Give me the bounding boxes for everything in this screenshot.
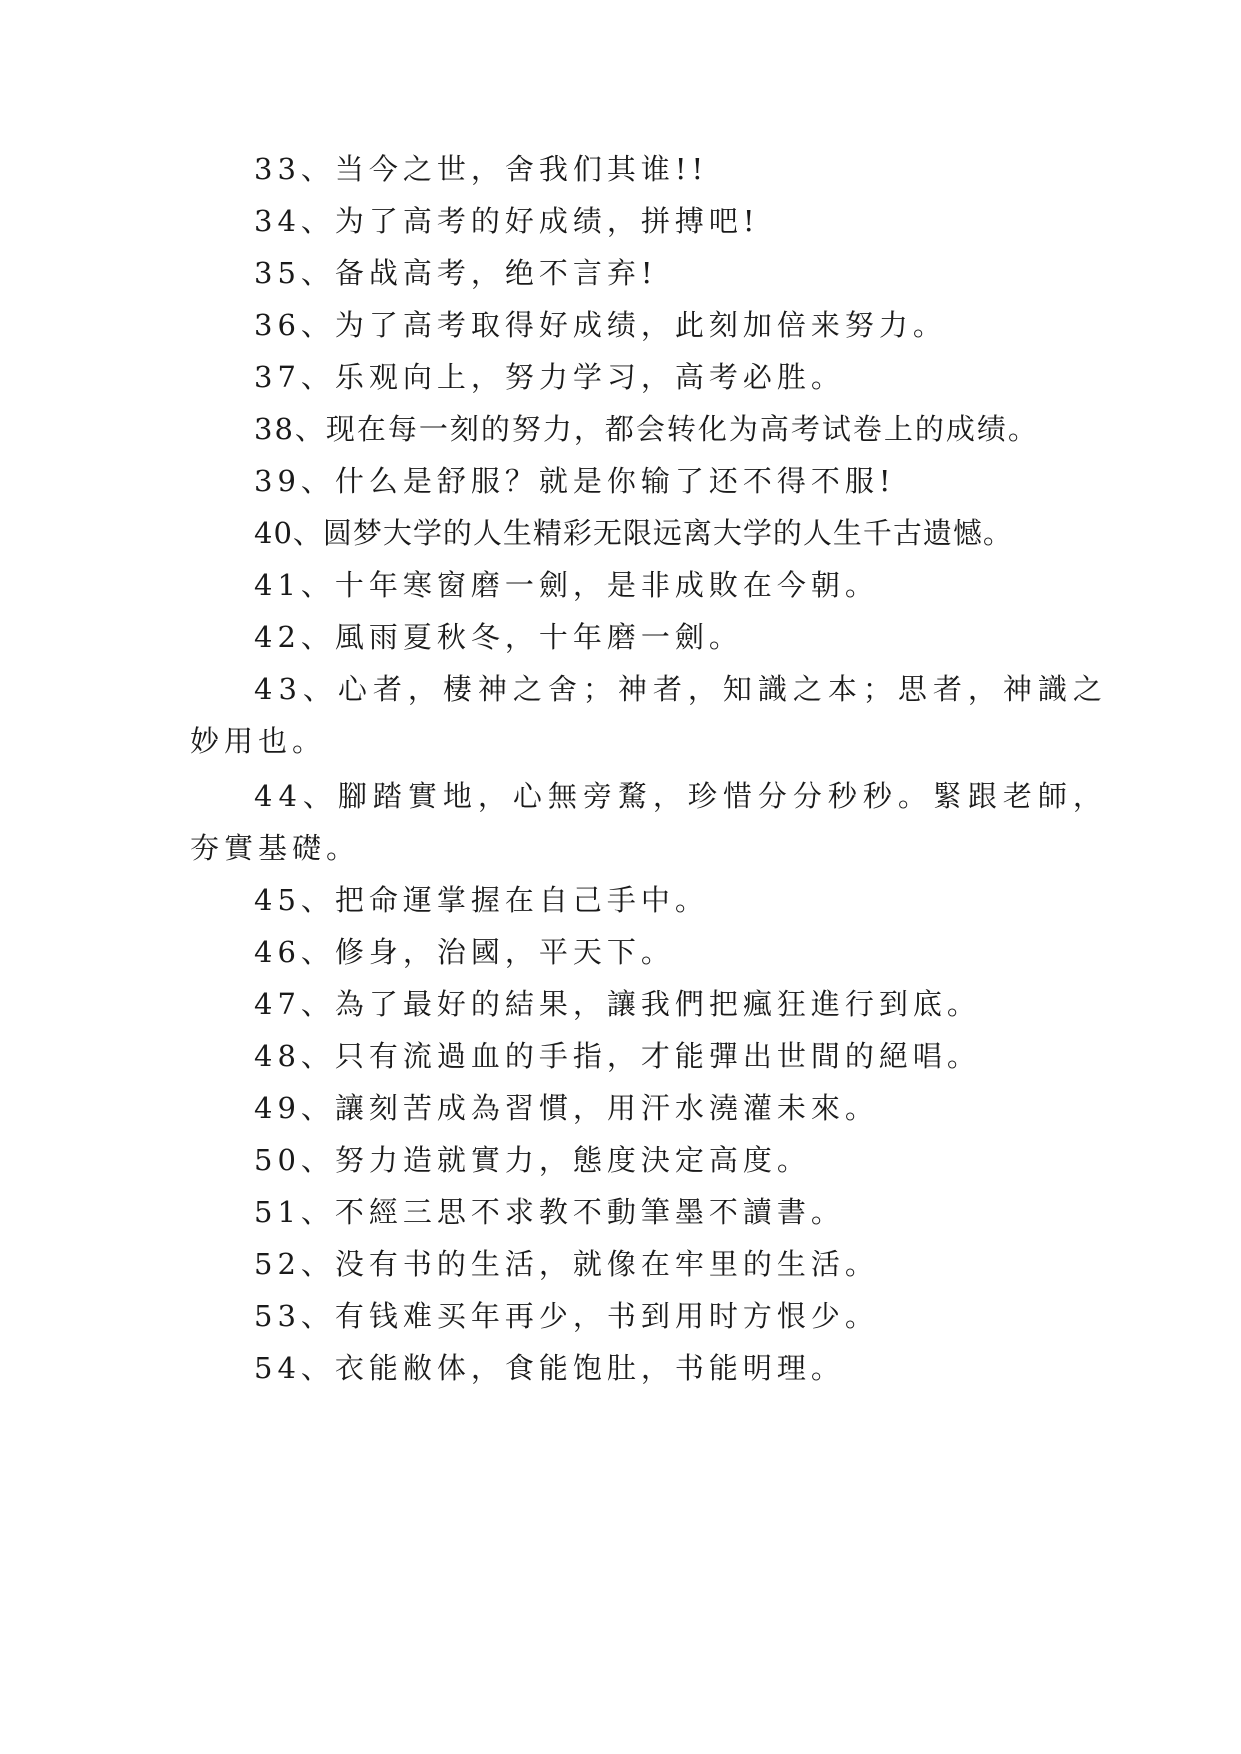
text-line: 48、只有流過血的手指，才能彈出世間的絕唱。 bbox=[254, 1039, 981, 1073]
text-line: 39、什么是舒服？就是你输了还不得不服! bbox=[254, 464, 896, 498]
text-line: 42、風雨夏秋冬，十年磨一劍。 bbox=[254, 620, 743, 654]
text-line: 40、圆梦大学的人生精彩无限远离大学的人生千古遗憾。 bbox=[254, 516, 1013, 550]
text-line: 43、心者，棲神之舍；神者，知識之本；思者，神識之 bbox=[254, 672, 1108, 706]
text-line: 49、讓刻苦成為習慣，用汗水澆灌未來。 bbox=[254, 1091, 879, 1125]
text-line: 50、努力造就實力，態度決定高度。 bbox=[254, 1143, 811, 1177]
text-line: 41、十年寒窗磨一劍，是非成敗在今朝。 bbox=[254, 568, 879, 602]
text-line: 38、现在每一刻的努力，都会转化为高考试卷上的成绩。 bbox=[254, 412, 1039, 446]
text-line: 35、备战高考，绝不言弃! bbox=[254, 256, 658, 290]
text-line: 36、为了高考取得好成绩，此刻加倍来努力。 bbox=[254, 308, 947, 342]
text-line: 53、有钱难买年再少，书到用时方恨少。 bbox=[254, 1299, 879, 1333]
text-line: 37、乐观向上，努力学习，高考必胜。 bbox=[254, 360, 845, 394]
text-line: 45、把命運掌握在自己手中。 bbox=[254, 883, 709, 917]
text-line: 34、为了高考的好成绩，拼搏吧! bbox=[254, 204, 760, 238]
text-line: 47、為了最好的結果，讓我們把瘋狂進行到底。 bbox=[254, 987, 981, 1021]
text-line: 33、当今之世，舍我们其谁!! bbox=[254, 152, 709, 186]
text-line: 妙用也。 bbox=[190, 724, 327, 758]
text-line: 51、不經三思不求教不動筆墨不讀書。 bbox=[254, 1195, 845, 1229]
text-line: 54、衣能敝体，食能饱肚，书能明理。 bbox=[254, 1351, 845, 1385]
text-line: 46、修身，治國，平天下。 bbox=[254, 935, 675, 969]
text-line: 52、没有书的生活，就像在牢里的生活。 bbox=[254, 1247, 879, 1281]
text-line: 44、腳踏實地，心無旁騖，珍惜分分秒秒。緊跟老師， bbox=[254, 779, 1108, 813]
text-line: 夯實基礎。 bbox=[190, 831, 361, 865]
